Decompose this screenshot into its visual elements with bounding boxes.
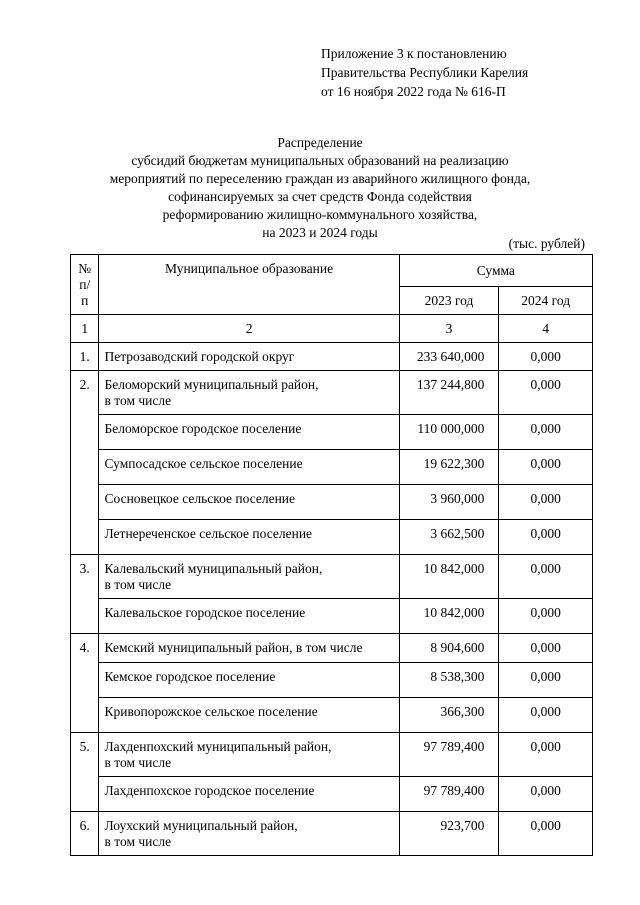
table-row [71, 485, 593, 520]
header-num: № п/п [71, 255, 99, 315]
row-2024: 0,000 [499, 663, 593, 698]
table-row [71, 634, 593, 663]
row-2023: 3 960,000 [399, 485, 499, 520]
row-name-line: Калевальский муниципальный район, [104, 561, 323, 576]
row-name: Сумпосадское сельское поселение [99, 450, 399, 485]
row-name-line: в том числе [104, 834, 172, 849]
row-name: Кривопорожское сельское поселение [99, 698, 399, 733]
row-name: Беломорское городское поселение [99, 415, 399, 450]
row-2024: 0,000 [499, 450, 593, 485]
row-name [99, 555, 399, 599]
row-2024: 0,000 [499, 733, 593, 777]
title-line: субсидий бюджетам муниципальных образований на реализацию [131, 153, 509, 168]
row-name: Калевальское городское поселение [99, 599, 399, 634]
table-row [71, 777, 593, 812]
row-num: 2. [71, 371, 99, 555]
row-2023: 10 842,000 [399, 599, 499, 634]
row-2023: 8 904,600 [399, 634, 499, 663]
row-name-line: Лахденпохский муниципальный район, [104, 739, 332, 754]
header-line: от 16 ноября 2022 года № 616-П [321, 84, 506, 99]
table-row [71, 520, 593, 555]
table-row [71, 663, 593, 698]
row-2023: 97 789,400 [399, 733, 499, 777]
table-row [71, 812, 593, 856]
title-line: реформированию жилищно-коммунального хозяйства, [162, 207, 478, 222]
row-num: 6. [71, 812, 99, 856]
row-2024: 0,000 [499, 371, 593, 415]
row-2024: 0,000 [499, 698, 593, 733]
row-2024: 0,000 [499, 415, 593, 450]
row-name: Петрозаводский городской округ [99, 343, 399, 371]
row-2023: 3 662,500 [399, 520, 499, 555]
table-row [71, 371, 593, 415]
colnum: 3 [399, 315, 499, 343]
row-2023: 97 789,400 [399, 777, 499, 812]
colnum: 4 [499, 315, 593, 343]
row-2023: 19 622,300 [399, 450, 499, 485]
subsidy-table [70, 254, 593, 856]
colnum: 1 [71, 315, 99, 343]
units-label: (тыс. рублей) [508, 236, 585, 251]
row-name: Сосновецкое сельское поселение [99, 485, 399, 520]
row-2024: 0,000 [499, 777, 593, 812]
row-2023: 366,300 [399, 698, 499, 733]
row-name-line: в том числе [104, 577, 172, 592]
header-sum: Сумма [399, 255, 592, 287]
table-row [71, 698, 593, 733]
row-2024: 0,000 [499, 520, 593, 555]
row-2023: 923,700 [399, 812, 499, 856]
row-name-line: Лоухский муниципальный район, [104, 818, 298, 833]
row-name-line: в том числе [104, 393, 172, 408]
table-row [71, 450, 593, 485]
row-name: Кемское городское поселение [99, 663, 399, 698]
table-row [71, 733, 593, 777]
colnum: 2 [99, 315, 399, 343]
row-name-line: в том числе [104, 755, 172, 770]
table-row [71, 555, 593, 599]
row-2024: 0,000 [499, 599, 593, 634]
row-2023: 110 000,000 [399, 415, 499, 450]
row-name [99, 733, 399, 777]
header-line: Правительства Республики Карелия [321, 65, 529, 80]
header-2024: 2024 год [499, 287, 593, 315]
row-2023: 10 842,000 [399, 555, 499, 599]
title-line: на 2023 и 2024 годы [262, 225, 378, 240]
header-name: Муниципальное образование [99, 255, 399, 315]
row-name-line: Беломорский муниципальный район, [104, 377, 319, 392]
document-header [321, 44, 528, 101]
row-2023: 233 640,000 [399, 343, 499, 371]
header-line: Приложение 3 к постановлению [321, 46, 507, 61]
row-name [99, 812, 399, 856]
row-2024: 0,000 [499, 555, 593, 599]
document-title [0, 134, 640, 242]
header-2023: 2023 год [399, 287, 499, 315]
row-name: Лахденпохское городское поселение [99, 777, 399, 812]
table-row [71, 415, 593, 450]
row-2024: 0,000 [499, 634, 593, 663]
row-num: 3. [71, 555, 99, 634]
row-num: 1. [71, 343, 99, 371]
table-row [71, 599, 593, 634]
row-2024: 0,000 [499, 485, 593, 520]
row-name: Кемский муниципальный район, в том числе [99, 634, 399, 663]
row-name: Летнереченское сельское поселение [99, 520, 399, 555]
row-2023: 137 244,800 [399, 371, 499, 415]
title-line: Распределение [277, 135, 363, 150]
row-num: 4. [71, 634, 99, 733]
row-2024: 0,000 [499, 812, 593, 856]
table-row [71, 343, 593, 371]
row-2023: 8 538,300 [399, 663, 499, 698]
row-2024: 0,000 [499, 343, 593, 371]
row-name [99, 371, 399, 415]
title-line: мероприятий по переселению граждан из аварийного жилищного фонда, [109, 171, 531, 186]
row-num: 5. [71, 733, 99, 812]
title-line: софинансируемых за счет средств Фонда содействия [168, 189, 472, 204]
